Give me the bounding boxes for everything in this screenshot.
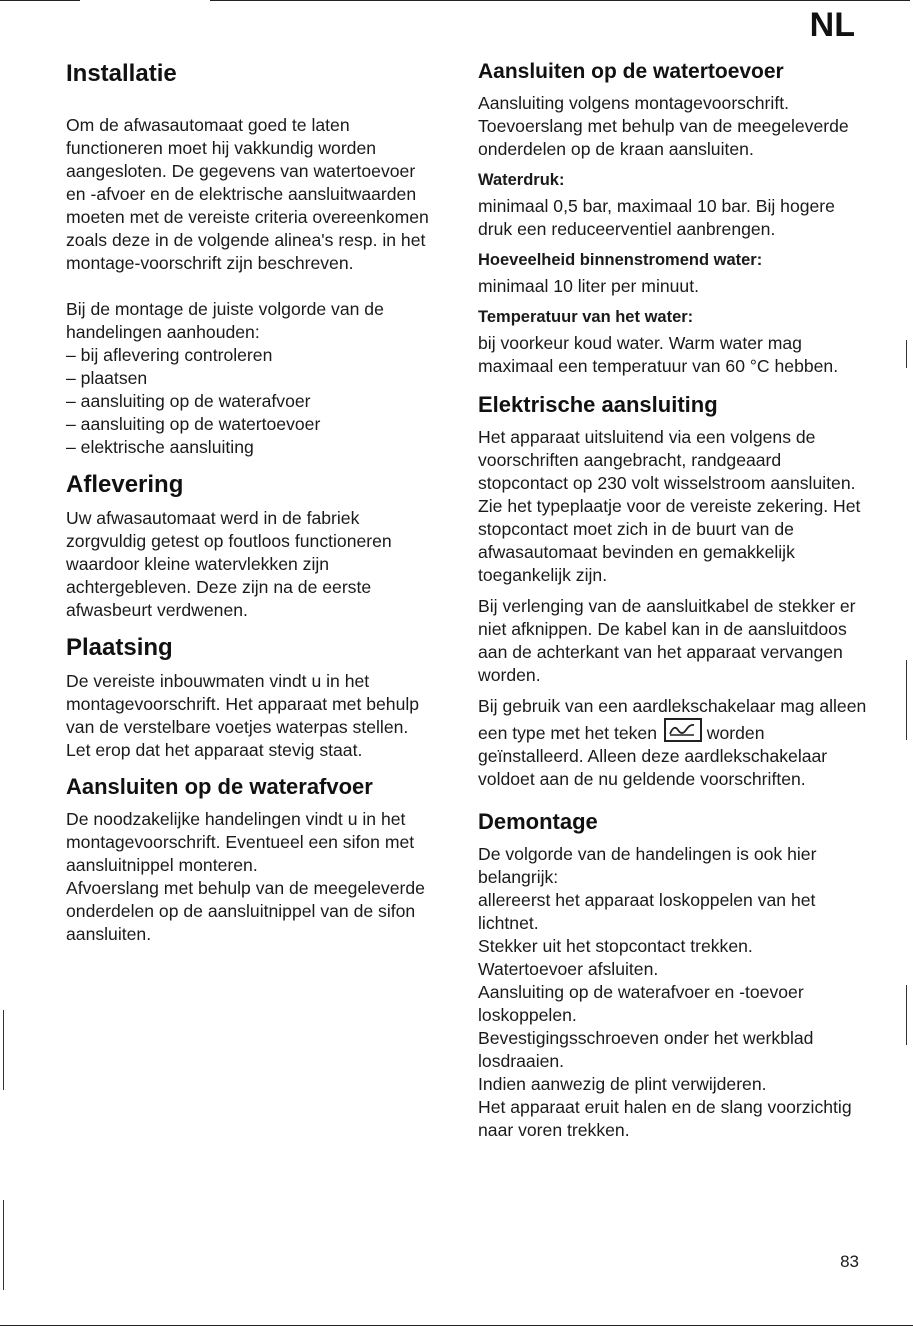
installatie-order: Bij de montage de juiste volgorde van de handelingen aanhouden: (66, 299, 384, 342)
list-item: – aansluiting op de watertoevoer (66, 414, 321, 434)
demontage-intro: De volgorde van de handelingen is ook hier belangrijk: (478, 844, 817, 887)
demontage-step: allereerst het apparaat loskoppelen van het lichtnet. (478, 890, 816, 933)
temperatuur-text: bij voorkeur koud water. Warm water mag maximaal een temperatuur van 60 °C hebben. (478, 333, 839, 376)
elektrisch-text-3a: Bij gebruik van een aardlekschakelaar mag alleen een type met het teken (478, 696, 867, 743)
waterdruk-text: minimaal 0,5 bar, maximaal 10 bar. Bij hogere druk een reduceerventiel aanbrengen. (478, 196, 835, 239)
elektrisch-text-3b: worden geïnstalleerd. Alleen deze aardlekschakelaar voldoet aan de nu geldende voorschriften. (478, 723, 828, 789)
elektrisch-text-3 (478, 695, 868, 791)
demontage-step: Indien aanwezig de plint verwijderen. (478, 1074, 767, 1094)
toevoer-text: Aansluiting volgens montagevoorschrift. Toevoerslang met behulp van de meegeleverde onderdelen op de kraan aansluiten. (478, 93, 849, 159)
hoeveelheid-text: minimaal 10 liter per minuut. (478, 276, 699, 296)
demontage-step: Bevestigingsschroeven onder het werkblad losdraaien. (478, 1028, 814, 1071)
aflevering-text: Uw afwasautomaat werd in de fabriek zorgvuldig getest op foutloos functioneren waardoor kleine watervlekken zijn achtergebleven. Deze zijn na de eerste afwasbeurt verdwenen. (66, 508, 392, 620)
demontage-step: Watertoevoer afsluiten. (478, 959, 659, 979)
installatie-heading: Installatie (66, 60, 177, 87)
list-item: – aansluiting op de waterafvoer (66, 391, 311, 411)
aflevering-heading: Aflevering (66, 471, 184, 498)
scan-mark (906, 660, 907, 740)
plaatsing-text: De vereiste inbouwmaten vindt u in het montagevoorschrift. Het apparaat met behulp van de verstelbare voetjes waterpas stellen. Let erop dat het apparaat stevig staat. (66, 671, 420, 760)
elektrisch-text-2: Bij verlenging van de aansluitkabel de stekker er niet afknippen. De kabel kan in de aansluitdoos aan de achterkant van het apparaat vervangen worden. (478, 596, 856, 685)
demontage-heading: Demontage (478, 809, 598, 834)
language-code: NL (809, 6, 855, 44)
top-rule-left (0, 0, 80, 1)
list-item: – bij aflevering controleren (66, 345, 273, 365)
scan-mark (906, 985, 907, 1045)
top-rule-right (210, 0, 910, 1)
list-item: – elektrische aansluiting (66, 437, 254, 457)
installatie-intro: Om de afwasautomaat goed te laten functioneren moet hij vakkundig worden aangesloten. De gegevens van watertoevoer en -afvoer en de elektrische aansluitwaarden moeten met de vereiste criteria overeenkomen zoals deze in de volgende alinea's resp. in het montage-voorschrift zijn beschreven. (66, 115, 429, 273)
elektrisch-heading: Elektrische aansluiting (478, 392, 718, 417)
right-column (478, 60, 868, 1142)
elektrisch-text-1: Het apparaat uitsluitend via een volgens de voorschriften aangebracht, randgeaard stopcontact op 230 volt wisselstroom aansluiten. Zie het typeplaatje voor de vereiste zekering. Het stopcontact moet zich in de buurt van de afwasautomaat bevinden en gemakkelijk toegankelijk zijn. (478, 427, 861, 585)
plaatsing-heading: Plaatsing (66, 634, 173, 661)
temperatuur-label: Temperatuur van het water: (478, 308, 694, 326)
scan-mark (3, 1200, 4, 1290)
hoeveelheid-label: Hoeveelheid binnenstromend water: (478, 251, 763, 269)
demontage-step: Het apparaat eruit halen en de slang voorzichtig naar voren trekken. (478, 1097, 852, 1140)
rcd-symbol-icon (664, 718, 702, 742)
toevoer-heading: Aansluiten op de watertoevoer (478, 60, 784, 83)
page-number: 83 (840, 1252, 859, 1271)
left-column (66, 60, 436, 946)
waterdruk-label: Waterdruk: (478, 171, 565, 189)
scan-mark (3, 1010, 4, 1090)
scan-mark (906, 340, 907, 368)
demontage-step: Aansluiting op de waterafvoer en -toevoer loskoppelen. (478, 982, 804, 1025)
installatie-steps (66, 344, 436, 459)
list-item: – plaatsen (66, 368, 148, 388)
afvoer-heading: Aansluiten op de waterafvoer (66, 774, 373, 799)
bottom-rule (0, 1325, 913, 1326)
demontage-step: Stekker uit het stopcontact trekken. (478, 936, 753, 956)
afvoer-text-2: Afvoerslang met behulp van de meegeleverde onderdelen op de aansluitnippel van de sifon aansluiten. (66, 878, 425, 944)
afvoer-text-1: De noodzakelijke handelingen vindt u in het montagevoorschrift. Eventueel een sifon met aansluitnippel monteren. (66, 809, 415, 875)
